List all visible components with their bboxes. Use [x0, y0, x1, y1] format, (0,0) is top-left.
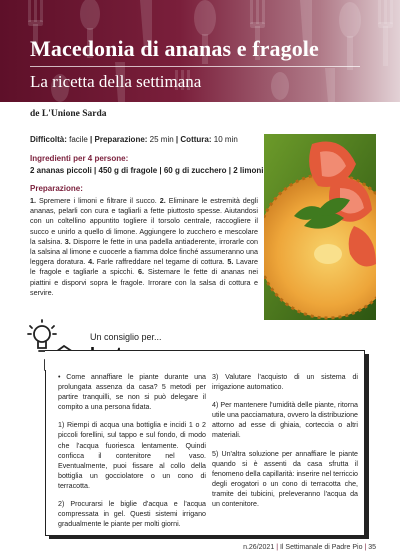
advice-intro: • Come annaffiare le piante durante una prolungata assenza da casa? 5 metodi per partire tranquilli, se non si può delegare il compito a una persona fidata. [58, 372, 206, 412]
advice-tip-2: 2) Procurarsi le biglie d'acqua e l'acqua compressata in gel. Questi sistemi irrigano gradualmente le piante per molti giorni. [58, 500, 206, 529]
preparation-title: Preparazione: [30, 184, 83, 193]
box-border-left [45, 370, 46, 535]
advice-tip-1: 1) Riempi di acqua una bottiglia e incidi 1 o 2 piccoli forellini, sul tappo e sul fondo, di modo che l'acqua fuoriesca lentamente. Quindi conficca il contenitore nel vaso. Eventualmente, puoi fissare al collo della bottiglia un gocciolatore o un cono di terracotta. [58, 421, 206, 490]
advice-column-right [212, 372, 358, 517]
box-shadow-right [365, 354, 369, 539]
issue-number: n.26/2021 [243, 544, 275, 551]
cook-value: 10 min [213, 135, 238, 144]
page-number: 35 [368, 544, 376, 551]
difficulty-value: facile [69, 135, 88, 144]
page-footer: n.26/2021 | Il Settimanale di Padre Pio | 35 [243, 544, 376, 551]
header-banner [0, 0, 400, 102]
ingredients-list: 2 ananas piccoli | 450 g di fragole | 60 g di zucchero | 2 limoni [30, 166, 264, 175]
source-credit: de L'Unione Sarda [30, 109, 107, 119]
advice-tip-4: 4) Per mantenere l'umidità delle piante, ritorna utile una pacciamatura, ovvero la distribuzione attorno ad esse di ghiaia, corteccia o altri materiali. [212, 401, 358, 440]
advice-tip-5: 5) Un'altra soluzione per annaffiare le piante quando si è assenti da casa sfrutta il fenomeno della capillarità: inserire nel terriccio degli erogatori o un cono di terracotta che, tramite dei tubicini, preleveranno l'acqua da un contenitore. [212, 449, 358, 509]
prep-value: 25 min [149, 135, 174, 144]
difficulty-label: Difficoltà: [30, 135, 67, 144]
title-divider [30, 66, 360, 67]
cook-label: Cottura: [180, 135, 212, 144]
page-title: Macedonia di ananas e fragole [30, 36, 319, 61]
ingredients-title: Ingredienti per 4 persone: [30, 154, 129, 163]
preparation-text: 1. Spremere i limoni e filtrare il succo. 2. Eliminare le estremità degli ananas, pelarli con cura e tagliarli a fette piuttosto spesse. Aiutandosi con un coltellino appuntito togliere il torsolo centrale, raccogliere il succo e unirlo a quello di limone. Aggiungere lo zucchero e mescolare la salsina. 3. Disporre le fette in una padella antiaderente, irrorarle con la salsina al limone e cuocerle a fiamma dolce finché assumeranno una leggera doratura. 4. Farle raffreddare nel tegame di cottura. 5. Lavare le fragole e tagliarle a spicchi. 6. Sistemare le fette di ananas nei piattini e disporvi sopra le fragole. Irrorare con la salsa di cottura e servire. [30, 196, 258, 297]
recipe-meta: Difficoltà: facile | Preparazione: 25 min | Cottura: 10 min [30, 135, 238, 144]
recipe-photo [264, 134, 376, 320]
prep-label: Preparazione: [94, 135, 148, 144]
advice-kicker: Un consiglio per... [90, 332, 162, 342]
advice-tip-3: 3) Valutare l'acquisto di un sistema di irrigazione automatico. [212, 373, 358, 392]
advice-column-left [58, 372, 206, 537]
magazine-name: Il Settimanale di Padre Pio [279, 544, 363, 551]
page-subtitle: La ricetta della settimana [30, 72, 202, 91]
